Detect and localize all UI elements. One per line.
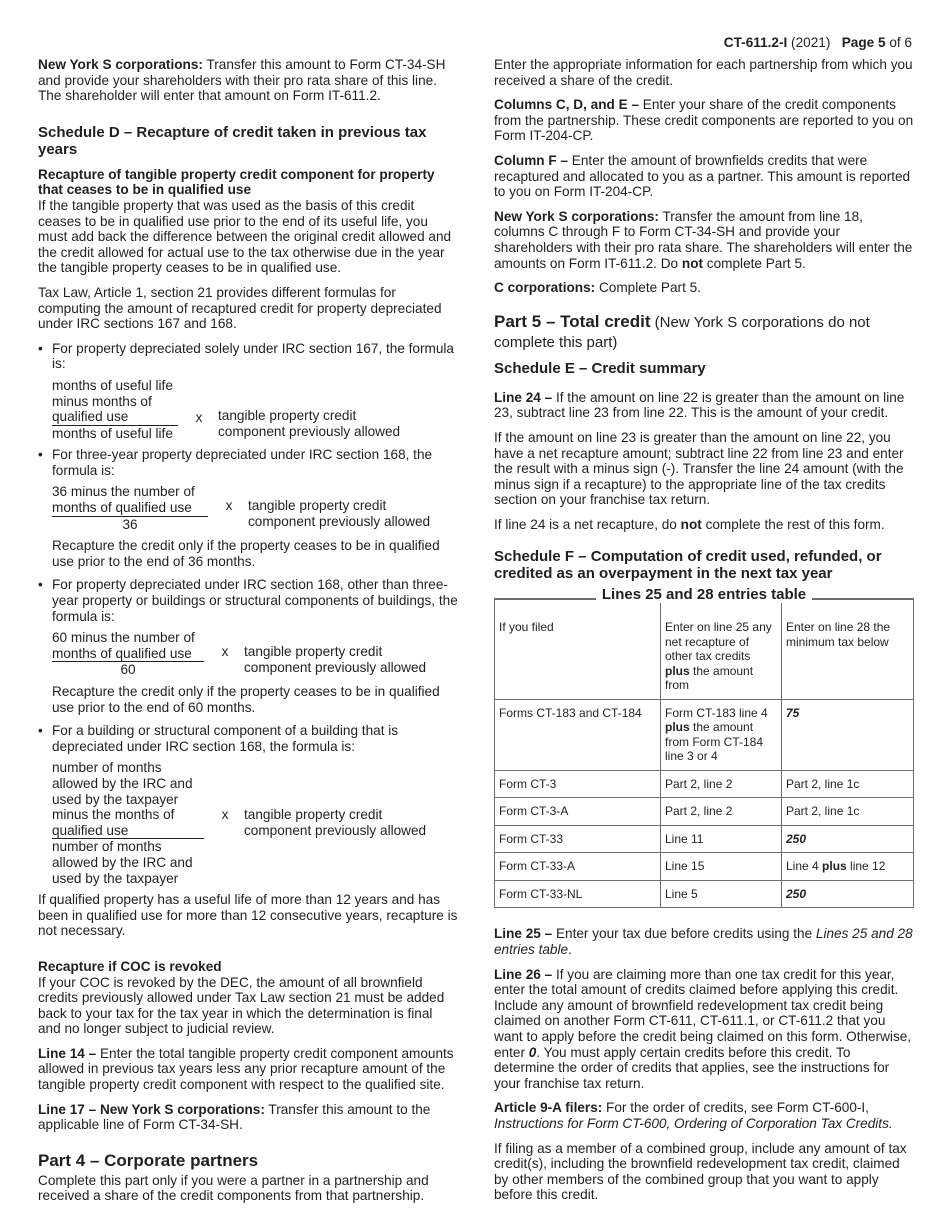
- table-row: [495, 600, 914, 700]
- cell-text: Line 4: [786, 859, 823, 874]
- not-emphasis: not: [680, 516, 702, 532]
- page-header: [724, 35, 912, 51]
- coc-text: If your COC is revoked by the DEC, the amount of all brownfield credits previously allowed under Tax Law section 21 must be added back to your tax for the tax year in which the determination is final and no longer subject to judicial review.: [38, 974, 445, 1037]
- cell-bold: plus: [665, 720, 690, 735]
- formula-building-denominator: number of months allowed by the IRC and used by the taxpayer: [52, 839, 193, 886]
- table-cell: Forms CT-183 and CT-184: [495, 699, 661, 770]
- page-word: Page: [841, 35, 875, 50]
- table-cell: Form CT-3: [495, 770, 661, 798]
- formula-60-numerator: 60 minus the number of months of qualified use: [52, 630, 204, 662]
- formula-167-denominator: months of useful life: [52, 425, 173, 441]
- line-14-label: Line 14 –: [38, 1045, 97, 1061]
- schedule-f-title: Schedule F – Computation of credit used, refunded, or credited as an overpayment in the next tax year: [494, 548, 882, 583]
- times-sign: x: [195, 409, 203, 425]
- times-sign: x: [221, 807, 229, 823]
- cell-text: the amount from Form CT-184 line 3 or 4: [665, 720, 764, 764]
- cell-text: the amount from: [665, 663, 754, 693]
- line-25-label: Line 25 –: [494, 926, 553, 942]
- c-corp-paragraph: [494, 280, 914, 296]
- table-header-cell: If you filed: [495, 600, 661, 700]
- note-36-months: Recapture the credit only if the property ceases to be in qualified use prior to the end of 36 months.: [52, 538, 440, 569]
- part-5-subtitle: (New York S corporations do not complete this part): [494, 313, 870, 351]
- table-cell: Form CT-3-A: [495, 798, 661, 826]
- line-26-text-a: If you are claiming more than one tax credit for this year, enter the total amount of credits claimed before applying this credit. Include any amount of brownfield redevelopment tax credit being claimed on another Form CT-611, CT-611.1, or CT-611.2 that you want to apply before the credit being claimed on this form. Otherwise, enter: [494, 966, 912, 1060]
- line-26-paragraph: [494, 967, 914, 1092]
- line-24-paragraph: [494, 390, 914, 421]
- entries-table-title: [494, 586, 914, 605]
- cell-bold-italic: 75: [786, 705, 800, 720]
- table-row: [495, 825, 914, 853]
- c-corp-text: Complete Part 5.: [595, 280, 701, 296]
- formula-result: tangible property credit component previously allowed: [248, 498, 431, 530]
- table-cell: [782, 699, 914, 770]
- table-cell: Line 11: [661, 825, 782, 853]
- column-f-paragraph: [494, 153, 914, 200]
- line-14-text: Enter the total tangible property credit component amounts allowed in previous tax years less any prior recapture amount of the tangible property credit component with respect to the qualified site.: [38, 1045, 454, 1093]
- table-cell: Part 2, line 2: [661, 770, 782, 798]
- not-emphasis: not: [681, 255, 704, 271]
- schedule-e-title: Schedule E – Credit summary: [494, 359, 706, 377]
- line-17-text: Transfer this amount to the applicable line of Form CT-34-SH.: [38, 1101, 431, 1133]
- formula-building: [52, 760, 458, 886]
- times-sign: x: [225, 498, 233, 514]
- table-cell: [782, 825, 914, 853]
- line-14-paragraph: [38, 1046, 458, 1093]
- table-cell: Form CT-33: [495, 825, 661, 853]
- form-number: CT-611.2-I: [723, 35, 788, 50]
- nys-text-a: Transfer the amount from line 18, columns C through F to Form CT-34-SH and provide your shareholders with their pro rata share. The shareholders will enter the amounts on Form IT-611.2. Do: [494, 208, 913, 271]
- part-5-heading: Part 5 – Total credit: [494, 311, 651, 331]
- line-25-end: .: [568, 942, 572, 958]
- line-25-italic: Lines 25 and 28 entries table: [494, 926, 913, 958]
- nys-paragraph-right: [494, 209, 914, 271]
- line-25-text: Enter your tax due before credits using the: [552, 926, 816, 942]
- line-26-text-b: . You must apply certain credits before this credit. To determine the order of credits that applies, see the instructions for your franchise tax return.: [494, 1044, 890, 1091]
- form-year: (2021): [791, 35, 831, 50]
- table-cell: Form CT-33-NL: [495, 880, 661, 908]
- right-column: [494, 57, 914, 1212]
- line-25-paragraph: [494, 926, 914, 957]
- formula-result: tangible property credit component previously allowed: [218, 407, 401, 439]
- net-recapture-a: If line 24 is a net recapture, do: [494, 516, 681, 532]
- column-f-text: Enter the amount of brownfields credits that were recaptured and allocated to you as a partner. This amount is reported to you on Form IT-204-CP.: [494, 152, 911, 200]
- nys-label: New York S corporations:: [38, 57, 203, 72]
- table-cell: Part 2, line 1c: [782, 798, 914, 826]
- table-cell: Part 2, line 1c: [782, 770, 914, 798]
- table-cell: Line 5: [661, 880, 782, 908]
- line-24-label: Line 24 –: [494, 389, 553, 405]
- nys-paragraph: [38, 57, 458, 104]
- cell-text: line 12: [846, 859, 886, 874]
- schedule-d-title: Schedule D – Recapture of credit taken in previous tax years: [38, 123, 427, 158]
- page-number: 5: [877, 35, 886, 50]
- tax-law-text: Tax Law, Article 1, section 21 provides different formulas for computing the amount of recaptured credit for property depreciated under IRC sections 167 and 168.: [38, 284, 442, 332]
- net-recapture-paragraph: If the amount on line 23 is greater than the amount on line 22, you have a net recapture amount; subtract line 22 from line 23 and enter the result with a minus sign (-). Transfer the line 24 amount (with the minus sign if a recapture) to the appropriate line of the tax credits section on your franchise tax return.: [494, 429, 904, 508]
- formula-36: [52, 484, 458, 532]
- formula-result: tangible property credit component previously allowed: [244, 644, 427, 675]
- note-60-months: Recapture the credit only if the property ceases to be in qualified use prior to the end of 60 months.: [52, 684, 440, 715]
- net-recapture-note: [494, 517, 914, 533]
- table-header-cell: [661, 600, 782, 700]
- formula-36-numerator: 36 minus the number of months of qualified use: [52, 484, 208, 516]
- zero-emphasis: 0: [528, 1044, 537, 1060]
- cell-bold-italic: 250: [786, 886, 807, 901]
- line-26-label: Line 26 –: [494, 966, 553, 982]
- entries-table: [494, 599, 914, 908]
- table-cell: [782, 880, 914, 908]
- line-24-text: If the amount on line 22 is greater than the amount on line 23, subtract line 23 from line 22. This is the amount of your credit.: [494, 389, 905, 421]
- cell-bold: plus: [665, 663, 690, 678]
- coc-title: Recapture if COC is revoked: [38, 958, 222, 974]
- table-row: [495, 880, 914, 908]
- columns-cde-paragraph: [494, 97, 914, 144]
- nys-text-b: complete Part 5.: [703, 255, 806, 271]
- useful-life-text: If qualified property has a useful life of more than 12 years and has been in qualified use for more than 12 consecutive years, recapture is not necessary.: [38, 892, 458, 939]
- recapture-tpc-title: Recapture of tangible property credit component for property that ceases to be in qualified use: [38, 166, 435, 198]
- table-row: [495, 699, 914, 770]
- table-cell: [782, 853, 914, 881]
- entries-table-title-text: Lines 25 and 28 entries table: [596, 586, 812, 603]
- columns-cde-text: Enter your share of the credit components from the partnership. These credit components are reported to you on Form IT-204-CP.: [494, 97, 914, 144]
- part-5-title: [494, 312, 914, 352]
- table-row: [495, 798, 914, 826]
- table-cell: [661, 699, 782, 770]
- bullet-three-year: • For three-year property depreciated under IRC section 168, the formula is:: [38, 447, 458, 478]
- formula-167: [52, 378, 458, 441]
- recapture-tpc-text: If the tangible property that was used as the basis of this credit ceases to be in qualified use prior to the end of its useful life, you must add back the difference between the original credit allowed and the credit allowed for actual use to the tax otherwise due in the year the tangible property ceases to be in qualified use.: [38, 197, 452, 276]
- article-9a-text: For the order of credits, see Form CT-600-I,: [602, 1100, 869, 1116]
- cell-text: Form CT-183 line 4: [665, 705, 768, 720]
- nys-label: New York S corporations:: [494, 208, 659, 224]
- cell-bold: plus: [822, 859, 847, 874]
- cell-text: Enter on line 25 any net recapture of other tax credits: [665, 620, 772, 664]
- cell-bold-italic: 250: [786, 831, 807, 846]
- table-cell: Line 15: [661, 853, 782, 881]
- formula-result: tangible property credit component previously allowed: [244, 807, 427, 838]
- table-header-cell: Enter on line 28 the minimum tax below: [782, 600, 914, 700]
- page-of: of 6: [889, 35, 912, 50]
- formula-167-numerator: months of useful life minus months of qualified use: [52, 378, 178, 426]
- times-sign: x: [221, 644, 229, 660]
- formula-60: [52, 630, 458, 678]
- table-cell: Form CT-33-A: [495, 853, 661, 881]
- table-cell: Part 2, line 2: [661, 798, 782, 826]
- enter-info-text: Enter the appropriate information for each partnership from which you received a share of the credit.: [494, 57, 913, 88]
- formula-building-numerator: number of months allowed by the IRC and used by the taxpayer minus the months of qualified use: [52, 760, 204, 839]
- c-corp-label: C corporations:: [494, 280, 596, 296]
- column-f-label: Column F –: [494, 152, 569, 168]
- table-row: [495, 770, 914, 798]
- bullet-section-168: • For property depreciated under IRC section 168, other than three-year property or buildings or structural components of buildings, the formula is:: [38, 577, 458, 624]
- formula-36-denominator: 36: [122, 516, 138, 532]
- line-17-paragraph: [38, 1102, 458, 1133]
- bullet-building: • For a building or structural component of a building that is depreciated under IRC section 168, the formula is:: [38, 723, 458, 754]
- part-4-text: Complete this part only if you were a partner in a partnership and received a share of the credit components from that partnership.: [38, 1172, 429, 1204]
- left-column: [38, 57, 458, 1213]
- table-row: [495, 853, 914, 881]
- formula-60-denominator: 60: [120, 662, 136, 678]
- article-9a-paragraph: [494, 1100, 914, 1131]
- columns-cde-label: Columns C, D, and E –: [494, 97, 640, 113]
- bullet-section-167: • For property depreciated solely under IRC section 167, the formula is:: [38, 341, 458, 372]
- net-recapture-b: complete the rest of this form.: [701, 516, 885, 532]
- combined-group-paragraph: If filing as a member of a combined group, include any amount of tax credit(s), including the brownfield redevelopment tax credit, claimed by other members of the combined group that you want to apply before this credit.: [494, 1140, 907, 1203]
- part-4-title: Part 4 – Corporate partners: [38, 1150, 259, 1170]
- line-17-label: Line 17 – New York S corporations:: [38, 1101, 265, 1117]
- article-9a-italic: Instructions for Form CT-600, Ordering of Corporation Tax Credits.: [494, 1116, 893, 1131]
- nys-text: Transfer this amount to Form CT-34-SH and provide your shareholders with their pro rata share of this line. The shareholder will enter that amount on Form IT-611.2.: [38, 57, 446, 104]
- article-9a-label: Article 9-A filers:: [494, 1100, 603, 1116]
